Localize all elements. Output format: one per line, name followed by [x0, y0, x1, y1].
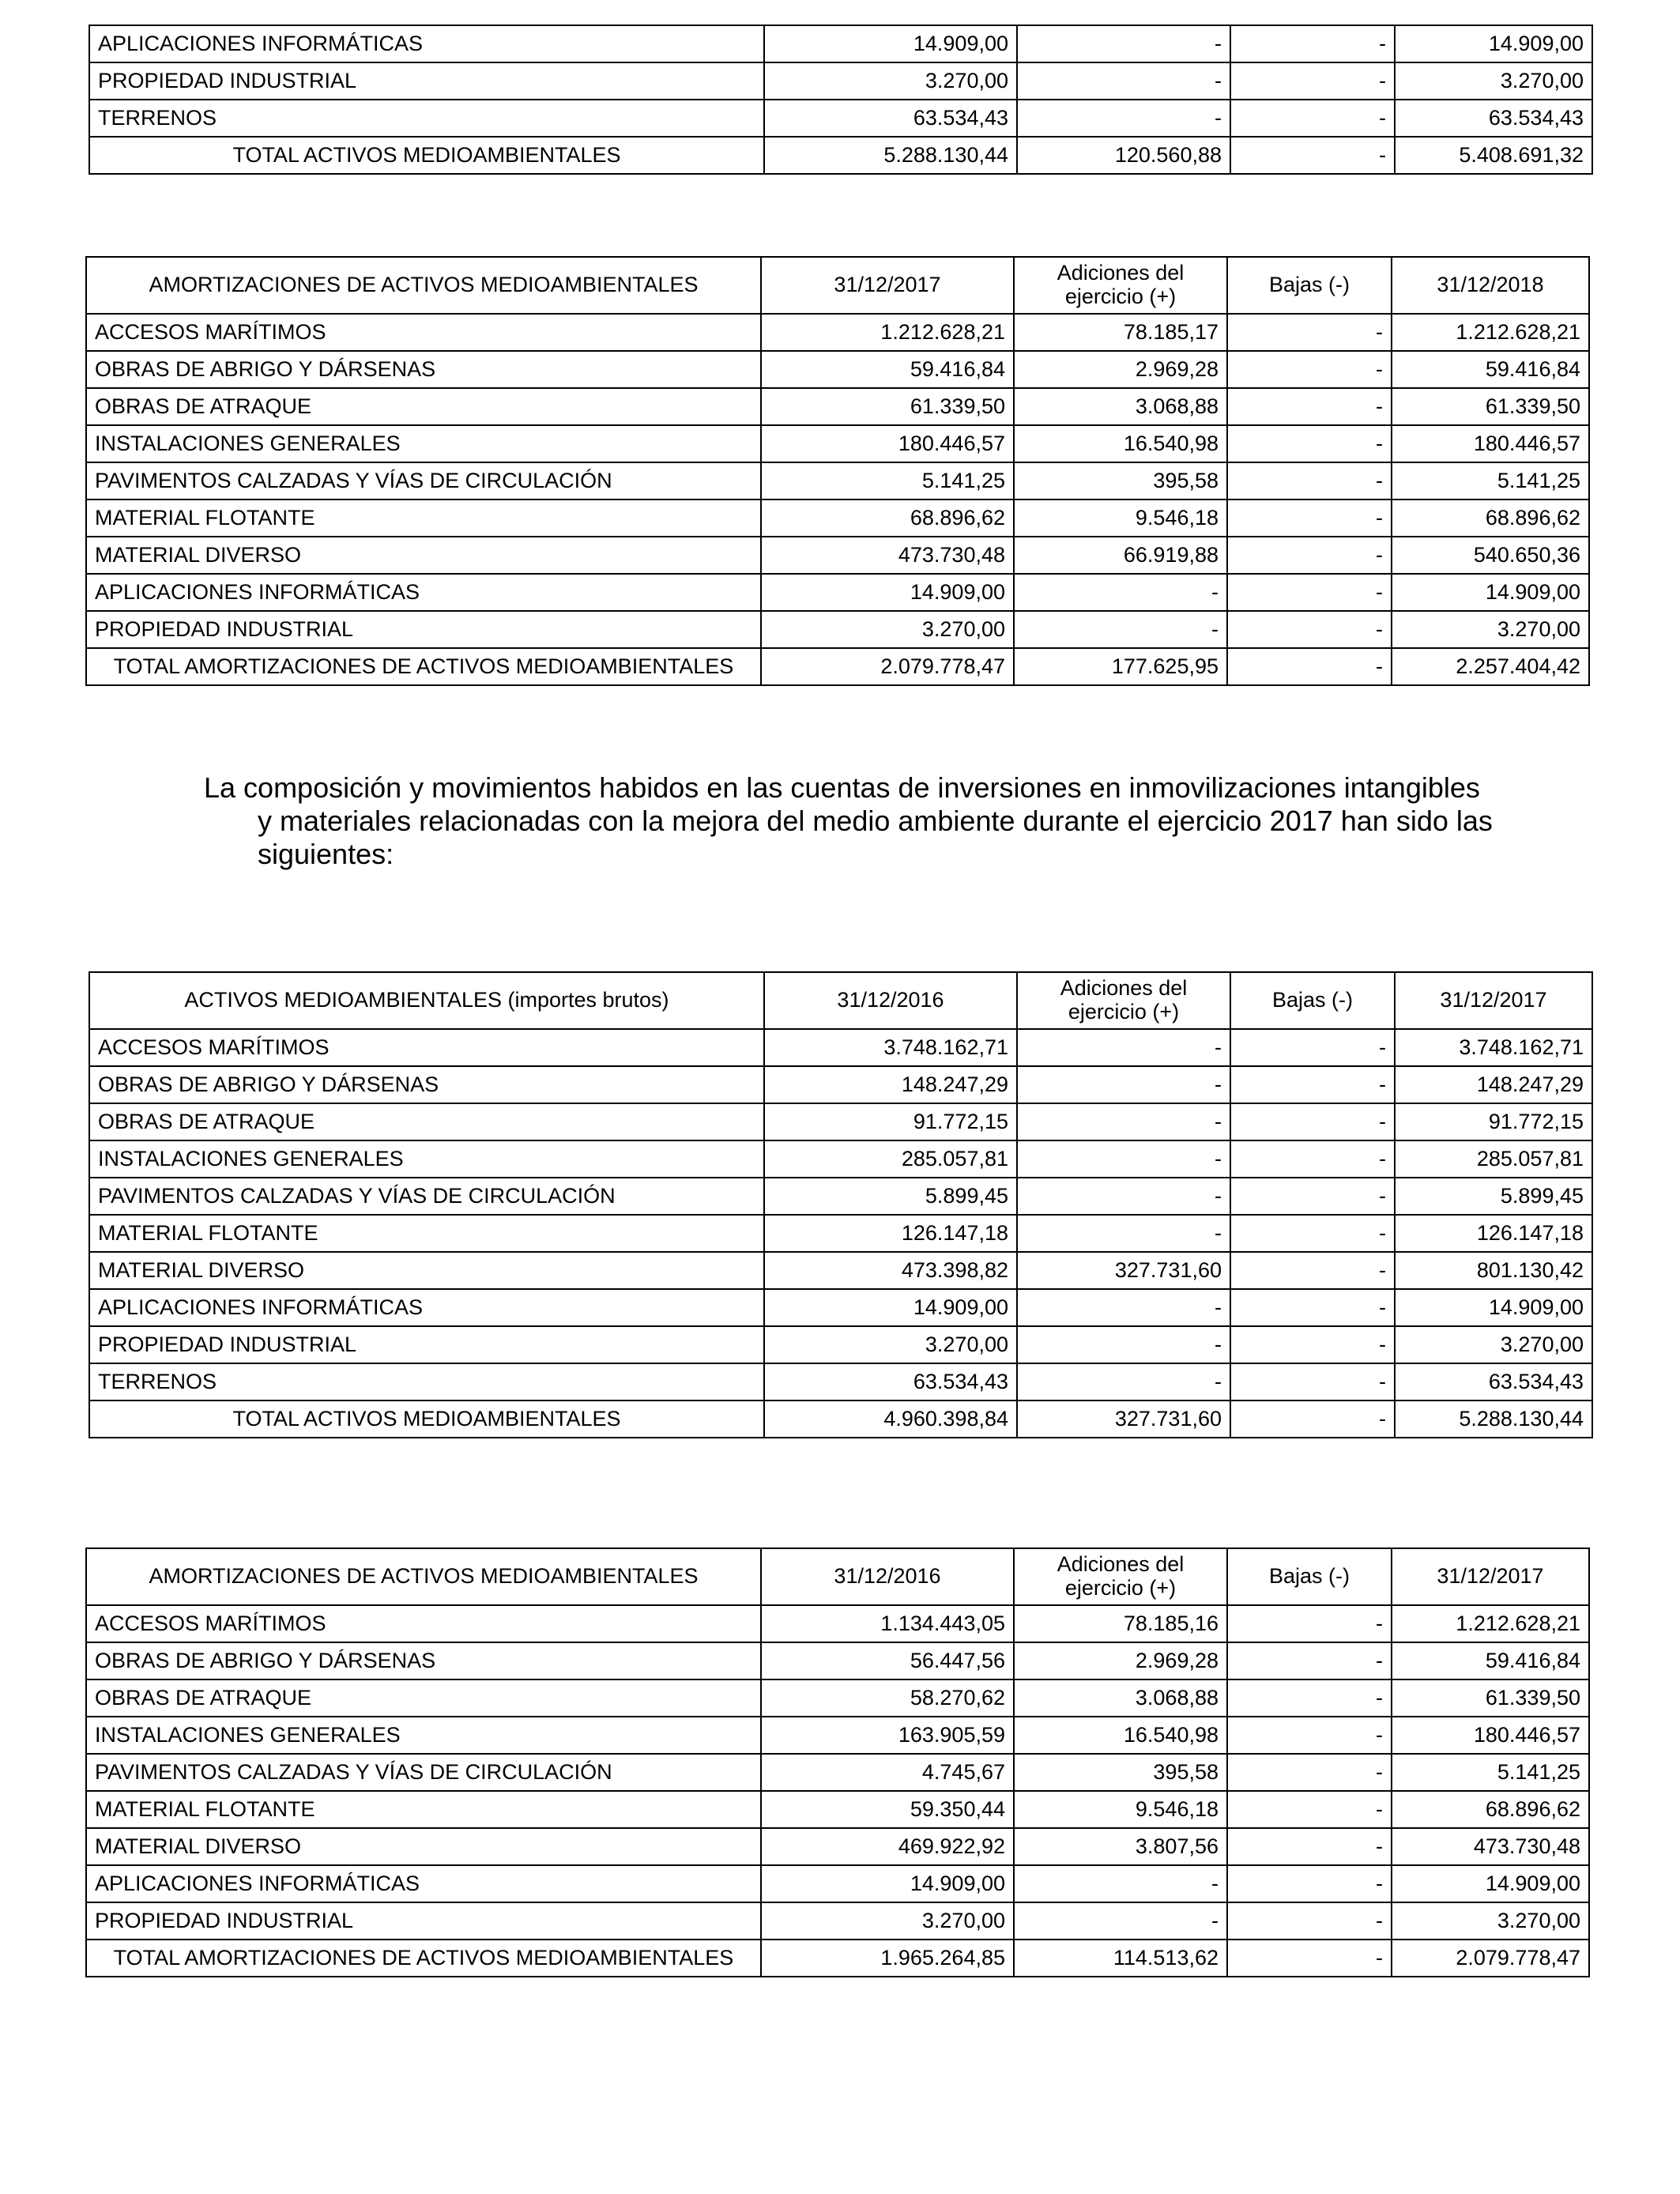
cell-value: -	[1230, 137, 1395, 174]
column-header: Bajas (-)	[1227, 257, 1392, 314]
cell-value: 61.339,50	[761, 388, 1014, 425]
cell-value: 180.446,57	[1392, 425, 1589, 462]
cell-value: 148.247,29	[1395, 1066, 1592, 1103]
cell-value: 63.534,43	[1395, 1363, 1592, 1400]
cell-value: 91.772,15	[764, 1103, 1017, 1140]
cell-value: -	[1017, 1215, 1230, 1252]
total-row	[89, 137, 1592, 174]
cell-value: 2.969,28	[1014, 1642, 1227, 1679]
cell-value: 78.185,17	[1014, 314, 1227, 351]
cell-value: 540.650,36	[1392, 537, 1589, 574]
cell-value: 3.270,00	[764, 62, 1017, 100]
cell-value: 78.185,16	[1014, 1605, 1227, 1642]
row-label: ACCESOS MARÍTIMOS	[89, 1029, 764, 1066]
table-row	[89, 1326, 1592, 1363]
cell-value: 2.969,28	[1014, 351, 1227, 388]
table-row	[86, 1865, 1589, 1902]
cell-value: 14.909,00	[761, 1865, 1014, 1902]
paragraph-line-3: siguientes:	[258, 838, 394, 870]
cell-value: -	[1227, 1828, 1392, 1865]
table-activos-2018-continuation	[89, 25, 1593, 175]
cell-value: 91.772,15	[1395, 1103, 1592, 1140]
table-row	[89, 25, 1592, 62]
cell-value: -	[1230, 1215, 1395, 1252]
row-label: APLICACIONES INFORMÁTICAS	[89, 25, 764, 62]
cell-value: 59.416,84	[1392, 1642, 1589, 1679]
cell-value: 16.540,98	[1014, 425, 1227, 462]
cell-value: 3.270,00	[1395, 62, 1592, 100]
cell-value: -	[1017, 1103, 1230, 1140]
cell-value: -	[1227, 388, 1392, 425]
cell-value: 66.919,88	[1014, 537, 1227, 574]
cell-value: 4.960.398,84	[764, 1400, 1017, 1438]
cell-value: 63.534,43	[1395, 100, 1592, 137]
cell-value: -	[1230, 1252, 1395, 1289]
cell-value: -	[1230, 62, 1395, 100]
cell-value: 3.270,00	[1395, 1326, 1592, 1363]
cell-value: -	[1017, 1178, 1230, 1215]
cell-value: 5.899,45	[764, 1178, 1017, 1215]
table-row	[89, 1029, 1592, 1066]
cell-value: 3.068,88	[1014, 1679, 1227, 1717]
table-row	[89, 62, 1592, 100]
cell-value: 395,58	[1014, 462, 1227, 499]
row-label: ACCESOS MARÍTIMOS	[86, 314, 761, 351]
cell-value: -	[1227, 462, 1392, 499]
cell-value: -	[1017, 1289, 1230, 1326]
table-row	[89, 1103, 1592, 1140]
row-label: TOTAL AMORTIZACIONES DE ACTIVOS MEDIOAMBIENTALES	[86, 648, 761, 685]
cell-value: 14.909,00	[761, 574, 1014, 611]
row-label: INSTALACIONES GENERALES	[86, 1717, 761, 1754]
cell-value: 59.416,84	[761, 351, 1014, 388]
cell-value: -	[1017, 1066, 1230, 1103]
cell-value: -	[1017, 100, 1230, 137]
cell-value: 163.905,59	[761, 1717, 1014, 1754]
cell-value: -	[1230, 1029, 1395, 1066]
cell-value: -	[1227, 1642, 1392, 1679]
cell-value: -	[1017, 62, 1230, 100]
cell-value: 1.212.628,21	[1392, 1605, 1589, 1642]
table-header-row	[89, 972, 1592, 1029]
table-row	[86, 1642, 1589, 1679]
cell-value: 5.408.691,32	[1395, 137, 1592, 174]
table-row	[86, 388, 1589, 425]
row-label: PAVIMENTOS CALZADAS Y VÍAS DE CIRCULACIÓN	[86, 462, 761, 499]
cell-value: 3.068,88	[1014, 388, 1227, 425]
column-header: 31/12/2016	[761, 1548, 1014, 1605]
row-label: TOTAL AMORTIZACIONES DE ACTIVOS MEDIOAMBIENTALES	[86, 1940, 761, 1977]
cell-value: 126.147,18	[1395, 1215, 1592, 1252]
column-header: Adiciones del ejercicio (+)	[1014, 1548, 1227, 1605]
cell-value: 5.141,25	[1392, 462, 1589, 499]
cell-value: 14.909,00	[764, 25, 1017, 62]
cell-value: 2.079.778,47	[761, 648, 1014, 685]
table-amortizaciones-2017	[85, 1547, 1590, 1977]
table-row	[86, 1902, 1589, 1940]
cell-value: -	[1227, 1605, 1392, 1642]
column-header: 31/12/2017	[1395, 972, 1592, 1029]
cell-value: 4.745,67	[761, 1754, 1014, 1791]
cell-value: 14.909,00	[1392, 1865, 1589, 1902]
cell-value: -	[1227, 648, 1392, 685]
cell-value: -	[1227, 351, 1392, 388]
cell-value: -	[1014, 1902, 1227, 1940]
cell-value: 59.350,44	[761, 1791, 1014, 1828]
row-label: MATERIAL FLOTANTE	[86, 1791, 761, 1828]
cell-value: -	[1230, 1363, 1395, 1400]
table-row	[86, 351, 1589, 388]
row-label: INSTALACIONES GENERALES	[89, 1140, 764, 1178]
cell-value: -	[1230, 1103, 1395, 1140]
cell-value: 5.288.130,44	[1395, 1400, 1592, 1438]
cell-value: -	[1227, 1940, 1392, 1977]
cell-value: -	[1017, 25, 1230, 62]
cell-value: -	[1227, 1865, 1392, 1902]
row-label: APLICACIONES INFORMÁTICAS	[86, 574, 761, 611]
cell-value: 180.446,57	[761, 425, 1014, 462]
cell-value: -	[1230, 100, 1395, 137]
row-label: MATERIAL FLOTANTE	[86, 499, 761, 537]
table-row	[89, 1289, 1592, 1326]
cell-value: -	[1230, 1289, 1395, 1326]
total-row	[89, 1400, 1592, 1438]
cell-value: 180.446,57	[1392, 1717, 1589, 1754]
table-activos-2017	[89, 971, 1593, 1438]
cell-value: 801.130,42	[1395, 1252, 1592, 1289]
cell-value: -	[1227, 1717, 1392, 1754]
column-header: 31/12/2017	[1392, 1548, 1589, 1605]
cell-value: 16.540,98	[1014, 1717, 1227, 1754]
cell-value: 3.270,00	[764, 1326, 1017, 1363]
cell-value: -	[1017, 1363, 1230, 1400]
column-header: Bajas (-)	[1227, 1548, 1392, 1605]
cell-value: 1.212.628,21	[761, 314, 1014, 351]
cell-value: 61.339,50	[1392, 388, 1589, 425]
cell-value: -	[1014, 1865, 1227, 1902]
cell-value: 327.731,60	[1017, 1252, 1230, 1289]
cell-value: 3.270,00	[1392, 611, 1589, 648]
cell-value: 5.141,25	[1392, 1754, 1589, 1791]
cell-value: 3.748.162,71	[764, 1029, 1017, 1066]
cell-value: -	[1227, 537, 1392, 574]
row-label: TOTAL ACTIVOS MEDIOAMBIENTALES	[89, 1400, 764, 1438]
total-row	[86, 1940, 1589, 1977]
row-label: OBRAS DE ATRAQUE	[89, 1103, 764, 1140]
table-row	[89, 1178, 1592, 1215]
table-row	[89, 1363, 1592, 1400]
table-row	[86, 611, 1589, 648]
row-label: TERRENOS	[89, 100, 764, 137]
cell-value: -	[1230, 1326, 1395, 1363]
column-header: Adiciones del ejercicio (+)	[1014, 257, 1227, 314]
row-label: TOTAL ACTIVOS MEDIOAMBIENTALES	[89, 137, 764, 174]
cell-value: 5.288.130,44	[764, 137, 1017, 174]
table-row	[86, 1717, 1589, 1754]
cell-value: 285.057,81	[764, 1140, 1017, 1178]
cell-value: 473.398,82	[764, 1252, 1017, 1289]
cell-value: -	[1017, 1029, 1230, 1066]
table-row	[86, 314, 1589, 351]
cell-value: 68.896,62	[1392, 1791, 1589, 1828]
row-label: MATERIAL DIVERSO	[86, 1828, 761, 1865]
cell-value: 3.270,00	[761, 1902, 1014, 1940]
table-amortizaciones-2018	[85, 256, 1590, 686]
cell-value: 473.730,48	[761, 537, 1014, 574]
column-header: ACTIVOS MEDIOAMBIENTALES (importes brutos)	[89, 972, 764, 1029]
table-row	[89, 100, 1592, 137]
cell-value: 9.546,18	[1014, 1791, 1227, 1828]
table-row	[89, 1215, 1592, 1252]
cell-value: 58.270,62	[761, 1679, 1014, 1717]
paragraph-line-2: y materiales relacionadas con la mejora del medio ambiente durante el ejercicio 2017 han sido las	[258, 805, 1493, 837]
row-label: MATERIAL DIVERSO	[86, 537, 761, 574]
cell-value: 14.909,00	[764, 1289, 1017, 1326]
cell-value: 1.212.628,21	[1392, 314, 1589, 351]
total-row	[86, 648, 1589, 685]
row-label: OBRAS DE ATRAQUE	[86, 388, 761, 425]
cell-value: 9.546,18	[1014, 499, 1227, 537]
table-row	[89, 1252, 1592, 1289]
paragraph-line-1: La composición y movimientos habidos en las cuentas de inversiones en inmovilizaciones intangibles	[204, 771, 1480, 804]
table-row	[89, 1066, 1592, 1103]
cell-value: 61.339,50	[1392, 1679, 1589, 1717]
row-label: MATERIAL FLOTANTE	[89, 1215, 764, 1252]
table-row	[86, 462, 1589, 499]
table-header-row	[86, 1548, 1589, 1605]
table-row	[86, 499, 1589, 537]
cell-value: -	[1014, 611, 1227, 648]
cell-value: 285.057,81	[1395, 1140, 1592, 1178]
cell-value: 5.899,45	[1395, 1178, 1592, 1215]
table-row	[86, 1791, 1589, 1828]
row-label: PAVIMENTOS CALZADAS Y VÍAS DE CIRCULACIÓN	[89, 1178, 764, 1215]
column-header: 31/12/2018	[1392, 257, 1589, 314]
column-header: 31/12/2017	[761, 257, 1014, 314]
row-label: PAVIMENTOS CALZADAS Y VÍAS DE CIRCULACIÓN	[86, 1754, 761, 1791]
row-label: APLICACIONES INFORMÁTICAS	[89, 1289, 764, 1326]
cell-value: 177.625,95	[1014, 648, 1227, 685]
cell-value: -	[1230, 1178, 1395, 1215]
cell-value: -	[1227, 611, 1392, 648]
cell-value: -	[1017, 1326, 1230, 1363]
cell-value: -	[1227, 1791, 1392, 1828]
row-label: OBRAS DE ABRIGO Y DÁRSENAS	[89, 1066, 764, 1103]
column-header: Bajas (-)	[1230, 972, 1395, 1029]
cell-value: -	[1230, 1066, 1395, 1103]
cell-value: -	[1230, 25, 1395, 62]
row-label: INSTALACIONES GENERALES	[86, 425, 761, 462]
cell-value: 120.560,88	[1017, 137, 1230, 174]
cell-value: 59.416,84	[1392, 351, 1589, 388]
cell-value: 148.247,29	[764, 1066, 1017, 1103]
table-row	[86, 1679, 1589, 1717]
row-label: PROPIEDAD INDUSTRIAL	[86, 1902, 761, 1940]
row-label: PROPIEDAD INDUSTRIAL	[89, 1326, 764, 1363]
cell-value: 3.807,56	[1014, 1828, 1227, 1865]
cell-value: -	[1227, 1754, 1392, 1791]
cell-value: 3.270,00	[1392, 1902, 1589, 1940]
cell-value: 2.257.404,42	[1392, 648, 1589, 685]
cell-value: 3.748.162,71	[1395, 1029, 1592, 1066]
table-row	[86, 425, 1589, 462]
cell-value: -	[1227, 314, 1392, 351]
cell-value: -	[1227, 574, 1392, 611]
cell-value: 63.534,43	[764, 100, 1017, 137]
cell-value: 1.965.264,85	[761, 1940, 1014, 1977]
cell-value: -	[1017, 1140, 1230, 1178]
cell-value: 68.896,62	[761, 499, 1014, 537]
cell-value: -	[1227, 1679, 1392, 1717]
cell-value: -	[1230, 1400, 1395, 1438]
cell-value: 114.513,62	[1014, 1940, 1227, 1977]
row-label: PROPIEDAD INDUSTRIAL	[89, 62, 764, 100]
table-row	[89, 1140, 1592, 1178]
cell-value: -	[1227, 499, 1392, 537]
column-header: 31/12/2016	[764, 972, 1017, 1029]
cell-value: 469.922,92	[761, 1828, 1014, 1865]
cell-value: 14.909,00	[1395, 25, 1592, 62]
table-row	[86, 1754, 1589, 1791]
row-label: TERRENOS	[89, 1363, 764, 1400]
cell-value: 56.447,56	[761, 1642, 1014, 1679]
column-header: AMORTIZACIONES DE ACTIVOS MEDIOAMBIENTALES	[86, 1548, 761, 1605]
cell-value: 63.534,43	[764, 1363, 1017, 1400]
row-label: MATERIAL DIVERSO	[89, 1252, 764, 1289]
table-row	[86, 1828, 1589, 1865]
row-label: ACCESOS MARÍTIMOS	[86, 1605, 761, 1642]
cell-value: 126.147,18	[764, 1215, 1017, 1252]
column-header: Adiciones del ejercicio (+)	[1017, 972, 1230, 1029]
cell-value: -	[1230, 1140, 1395, 1178]
cell-value: 14.909,00	[1392, 574, 1589, 611]
cell-value: 14.909,00	[1395, 1289, 1592, 1326]
row-label: PROPIEDAD INDUSTRIAL	[86, 611, 761, 648]
cell-value: -	[1227, 1902, 1392, 1940]
row-label: OBRAS DE ABRIGO Y DÁRSENAS	[86, 351, 761, 388]
cell-value: 5.141,25	[761, 462, 1014, 499]
cell-value: 2.079.778,47	[1392, 1940, 1589, 1977]
cell-value: -	[1014, 574, 1227, 611]
column-header: AMORTIZACIONES DE ACTIVOS MEDIOAMBIENTALES	[86, 257, 761, 314]
row-label: OBRAS DE ATRAQUE	[86, 1679, 761, 1717]
table-header-row	[86, 257, 1589, 314]
table-row	[86, 574, 1589, 611]
row-label: APLICACIONES INFORMÁTICAS	[86, 1865, 761, 1902]
cell-value: 68.896,62	[1392, 499, 1589, 537]
cell-value: 473.730,48	[1392, 1828, 1589, 1865]
intro-paragraph	[204, 771, 1555, 871]
cell-value: 327.731,60	[1017, 1400, 1230, 1438]
table-row	[86, 1605, 1589, 1642]
cell-value: -	[1227, 425, 1392, 462]
cell-value: 395,58	[1014, 1754, 1227, 1791]
cell-value: 3.270,00	[761, 611, 1014, 648]
row-label: OBRAS DE ABRIGO Y DÁRSENAS	[86, 1642, 761, 1679]
cell-value: 1.134.443,05	[761, 1605, 1014, 1642]
table-row	[86, 537, 1589, 574]
